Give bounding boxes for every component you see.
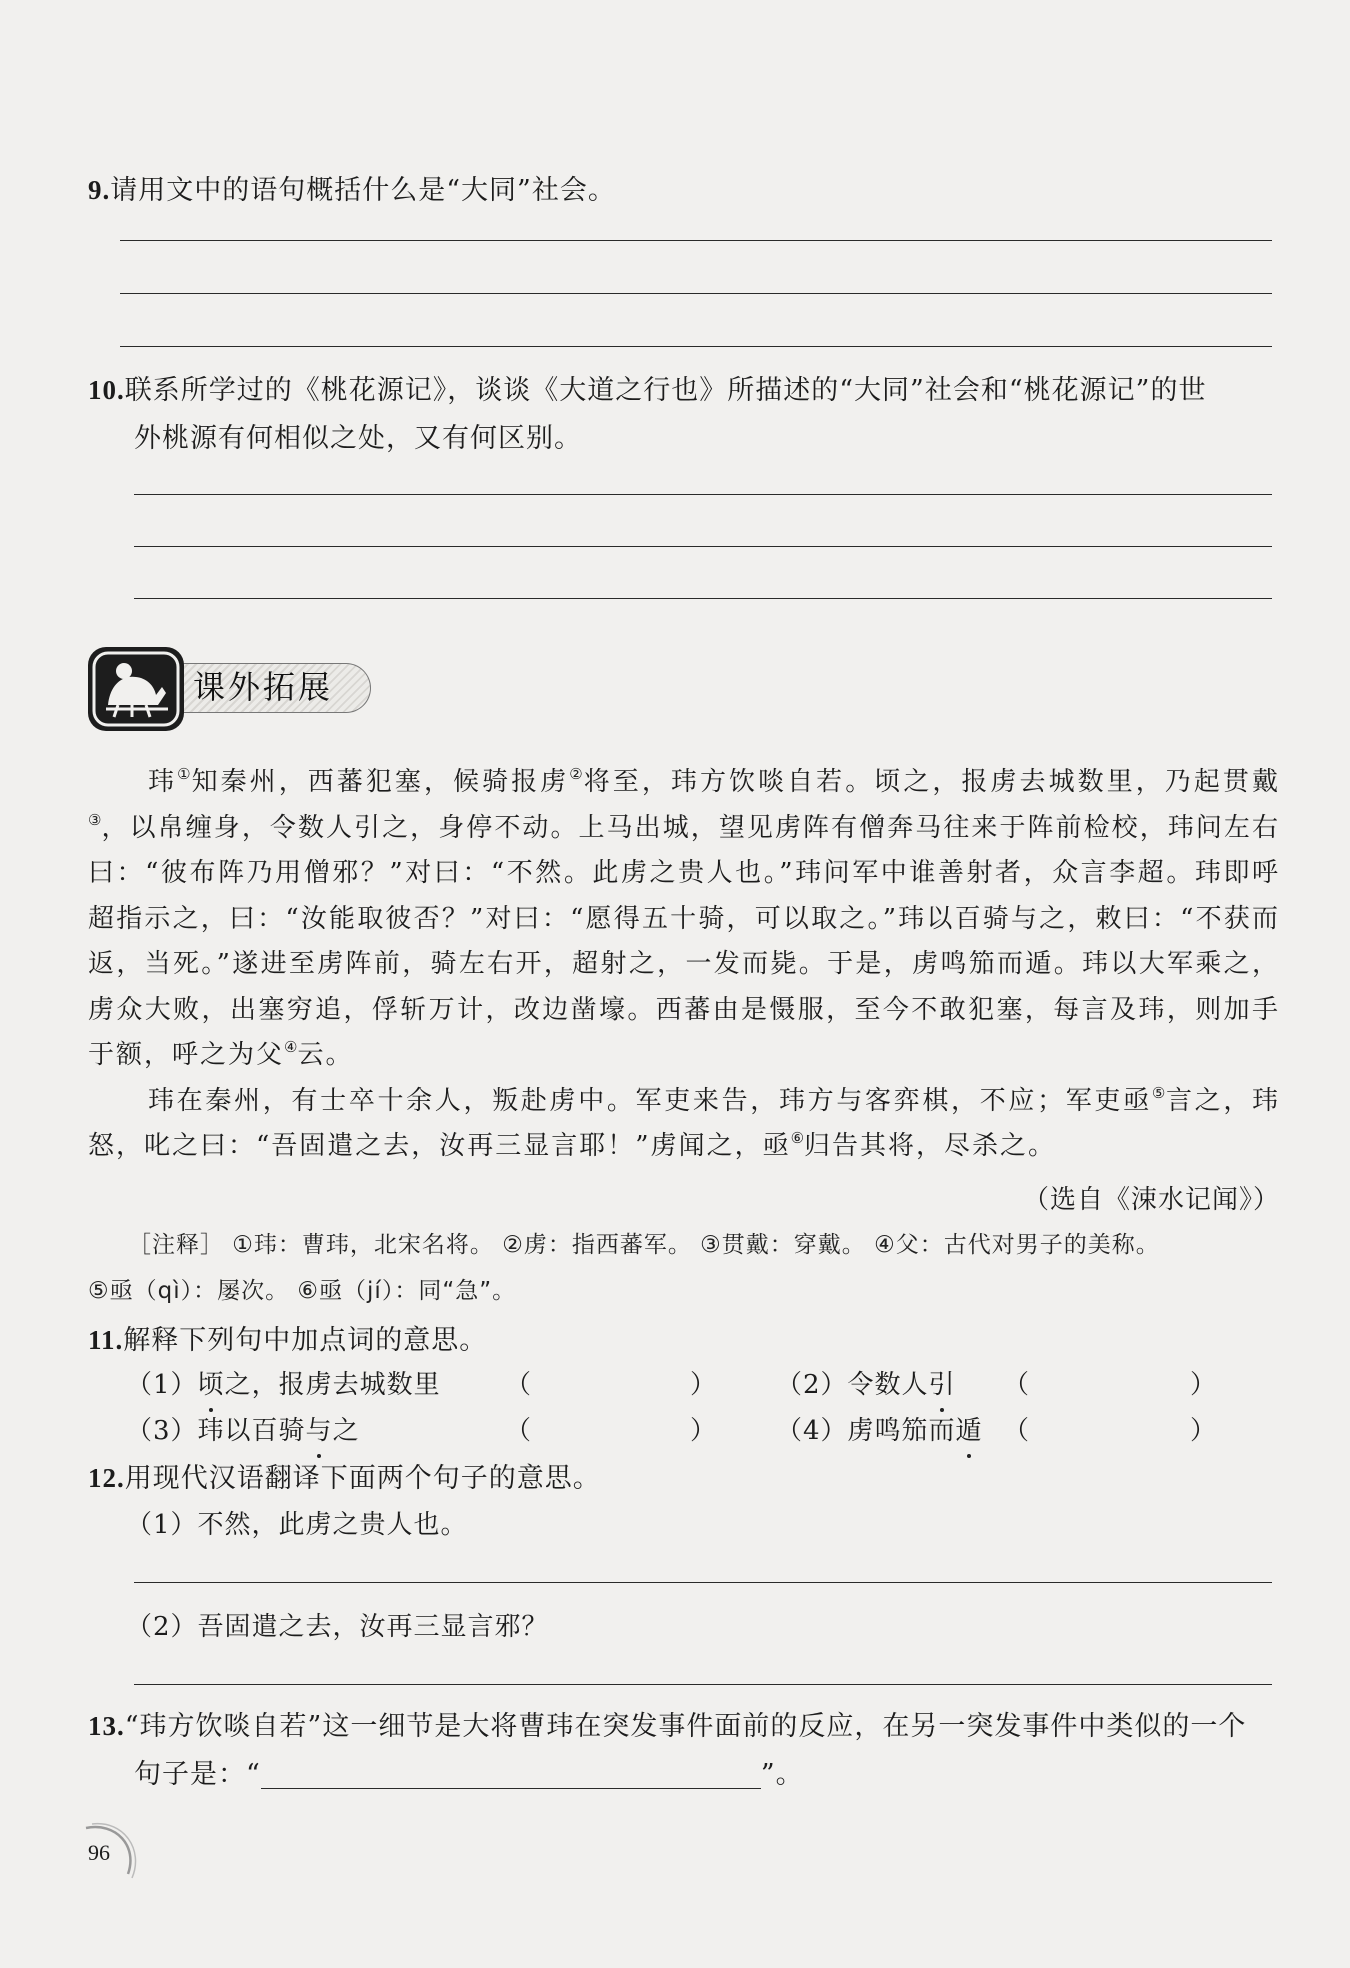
question-number: 10. — [88, 375, 125, 405]
monkey-emblem-icon — [88, 647, 184, 731]
answer-line[interactable] — [134, 494, 1272, 495]
passage-text: 归告其将，尽杀之。 — [804, 1131, 1057, 1161]
passage-text: 将至，玮方饮啖自若。顷之，报虏去城数里，乃起贯戴 — [583, 767, 1280, 797]
fill-blank[interactable] — [261, 1758, 761, 1789]
bracket-open: （ — [505, 1370, 532, 1400]
question-10 — [88, 366, 1280, 463]
translate-sentence-1: （1）不然，此虏之贵人也。 — [126, 1510, 468, 1540]
dotted-word: 顷 — [198, 1362, 225, 1408]
note-line: ⑤亟（qì）：屡次。 ⑥亟（jí）：同“急”。 — [88, 1278, 517, 1304]
question-text: “玮方饮啖自若”这一细节是大将曹玮在突发事件面前的反应，在另一突发事件中类似的一个 — [124, 1711, 1247, 1742]
annotation-notes — [88, 1222, 1280, 1314]
answer-line[interactable] — [134, 598, 1272, 599]
sub-item-4 — [776, 1408, 983, 1454]
footnote-marker: ⑥ — [790, 1129, 805, 1147]
section-title: 课外拓展 — [193, 668, 334, 706]
question-9 — [88, 166, 1280, 215]
question-text: 请用文中的语句概括什么是“大同”社会。 — [110, 175, 616, 206]
dotted-word: 遁 — [956, 1408, 983, 1454]
footnote-marker: ① — [177, 765, 192, 783]
item-label: （2）令数人 — [776, 1370, 929, 1400]
question-12 — [88, 1454, 1280, 1503]
question-number: 12. — [88, 1463, 125, 1493]
section-banner — [88, 643, 373, 735]
footnote-marker: ⑤ — [1151, 1083, 1166, 1102]
question-text: ”。 — [760, 1759, 804, 1790]
classical-passage — [88, 760, 1280, 1170]
passage-paragraph — [88, 1079, 1280, 1170]
footnote-marker: ② — [569, 765, 584, 783]
passage-text: 言之，玮怒，叱之曰：“吾固遣之去，汝再三显言耶！”虏闻之，亟 — [88, 1085, 1280, 1161]
question-number: 11. — [88, 1325, 124, 1355]
translate-sentence-2: （2）吾固遣之去，汝再三显言邪？ — [126, 1612, 549, 1642]
dotted-word: 与 — [306, 1408, 333, 1454]
bracket-open: （ — [505, 1416, 532, 1446]
footnote-marker: ③ — [88, 810, 102, 829]
dotted-word: 引 — [929, 1362, 956, 1408]
bracket-close: ） — [1190, 1416, 1217, 1446]
bracket-close: ） — [690, 1416, 717, 1446]
question-text: 联系所学过的《桃花源记》，谈谈《大道之行也》所描述的“大同”社会和“桃花源记”的世 — [124, 375, 1207, 406]
answer-line[interactable] — [120, 240, 1272, 241]
sub-item-1 — [126, 1362, 441, 1408]
item-label: （4）虏鸣笳而 — [776, 1416, 956, 1446]
sub-item-2 — [776, 1362, 956, 1408]
bracket-close: ） — [690, 1370, 717, 1400]
passage-text: 知秦州，西蕃犯塞，候骑报虏 — [191, 767, 570, 797]
footnote-marker: ④ — [284, 1038, 298, 1056]
question-11 — [88, 1316, 1280, 1365]
note-line: ［注释］ ①玮：曹玮，北宋名将。 ②虏：指西蕃军。 ③贯戴：穿戴。 ④父：古代对男子的美称。 — [128, 1232, 1160, 1258]
question-13 — [88, 1702, 1280, 1799]
answer-line[interactable] — [134, 546, 1272, 547]
item-text: 之 — [332, 1416, 360, 1446]
passage-text: 玮 — [148, 767, 178, 797]
passage-text: ，以帛缠身，令数人引之，身停不动。上马出城，望见虏阵有僧奔马往来于阵前检校，玮问左右曰：“彼布阵乃用僧邪？”对曰：“不然。此虏之贵人也。”玮问军中谁善射者，众言李超。玮即呼超指示之，曰：“汝能取彼否？”对曰：“愿得五十骑，可以取之。”玮以百骑与之，敕曰：“不获而返，当死。”遂进至虏阵前，骑左右开，超射之，一发而毙。于是，虏鸣笳而遁。玮以大军乘之，虏众大败，出塞穷追，俘斩万计，改边凿壕。西蕃由是慑服，至今不敢犯塞，每言及玮，则加手于额，呼之为父 — [88, 812, 1280, 1070]
question-text: 句子是：“ — [134, 1759, 261, 1790]
passage-text: 云。 — [297, 1040, 354, 1070]
answer-line[interactable] — [134, 1684, 1272, 1685]
sub-item-3 — [126, 1408, 360, 1454]
answer-line[interactable] — [134, 1582, 1272, 1583]
question-text: 解释下列句中加点词的意思。 — [123, 1325, 488, 1356]
bracket-open: （ — [1003, 1416, 1030, 1446]
item-label: （1） — [126, 1370, 198, 1400]
question-text: 用现代汉语翻译下面两个句子的意思。 — [124, 1463, 601, 1494]
item-label: （3）玮以百骑 — [126, 1416, 306, 1446]
question-number: 13. — [88, 1711, 125, 1741]
item-text: 之，报虏去城数里 — [224, 1370, 441, 1400]
question-number: 9. — [88, 175, 111, 205]
passage-paragraph — [88, 760, 1280, 1079]
page-number: 96 — [88, 1840, 110, 1865]
question-text: 外桃源有何相似之处，又有何区别。 — [134, 423, 582, 454]
bracket-open: （ — [1003, 1370, 1030, 1400]
answer-line[interactable] — [120, 293, 1272, 294]
answer-line[interactable] — [120, 346, 1272, 347]
passage-source: （选自《涑水记闻》） — [1022, 1185, 1280, 1215]
passage-text: 玮在秦州，有士卒十余人，叛赴虏中。军吏来告，玮方与客弈棋，不应；军吏亟 — [148, 1085, 1152, 1116]
bracket-close: ） — [1190, 1370, 1217, 1400]
